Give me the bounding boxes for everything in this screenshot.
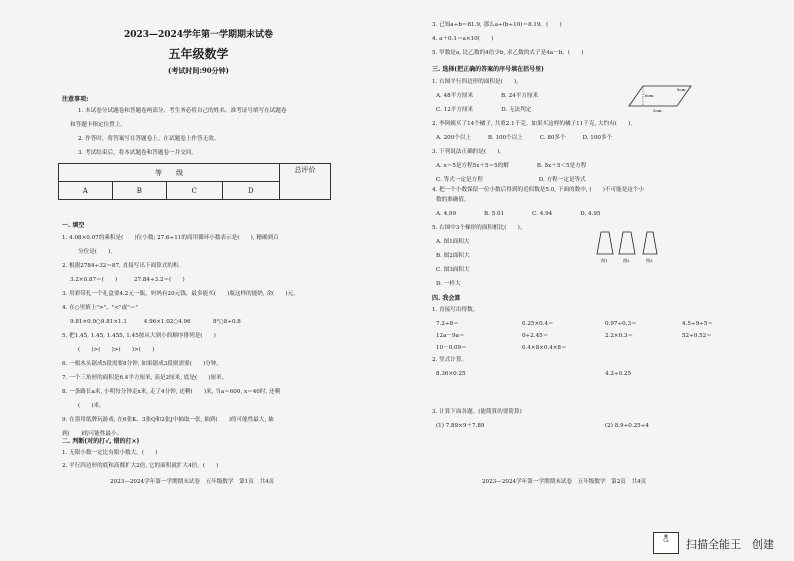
calc-item: 52÷0.52＝ bbox=[682, 333, 712, 339]
scanner-watermark bbox=[653, 532, 794, 554]
grade-header: 等 级 bbox=[59, 164, 280, 182]
choice-question-line: 2. 李阿姨买了14个橘子, 共重2.1千克。如果买这样的橘子11千克, 大约有( )。 bbox=[432, 121, 636, 127]
fill-question-line: 7. 一个三角形的面积是6.4平方厘米, 高是2厘米, 底是( )厘米。 bbox=[62, 375, 228, 381]
scanner-watermark-text: 扫描全能王 创建 bbox=[686, 538, 774, 551]
fill-question-line: 到( )的可能性最小。 bbox=[62, 431, 123, 437]
parallelogram-label: 6cm bbox=[645, 93, 654, 98]
calc-item: 7.2÷8＝ bbox=[436, 321, 459, 327]
fill-question-line: ( )>( )>( )>( ) bbox=[78, 347, 155, 353]
fill-question-line: 2. 根据2784÷32＝87, 直接写出下面算式的积。 bbox=[62, 263, 185, 269]
parallelogram-label: 8cm bbox=[677, 87, 686, 92]
judge-question: 4. a＋0.1＝a×10( ) bbox=[432, 36, 494, 42]
fill-question-line: 3. 用彩带扎一个礼盒要4.2元一瓶，妈妈有20元钱，最多能买( )瓶这样的能奶, 余( )元。 bbox=[62, 291, 299, 297]
fill-question-line: 9.81×0.9○9.81×1.1 4.96×1.02○4.96 8²○8÷0.8 bbox=[70, 319, 241, 325]
fill-question-line: 3.2×0.87＝( ) 27.84÷3.2＝( ) bbox=[70, 277, 185, 283]
choice-question-line: 3. 下列说法正确的是( )。 bbox=[432, 149, 506, 155]
page-footer: 2023—2024学年第一学期期末试卷 五年级数学 第1页 共4页 bbox=[110, 479, 275, 485]
judge-question: 1. 无限小数一定比有限小数大。( ) bbox=[62, 450, 158, 456]
trapezoid-label: 图3 bbox=[646, 258, 653, 263]
fill-question-line: 9. 在墨用纸牌玩游戏, 在6张K、3张Q和2张J中抽取一张, 抽到( )的可能性最大, 抽 bbox=[62, 417, 274, 423]
trapezoid-shape bbox=[619, 232, 635, 254]
trapezoid-shape bbox=[643, 232, 657, 254]
fill-question-line: 5. 把1.45̇, 1.45, 1.45̇5, 1.4̇5按从大到小的顺序排列是( ) bbox=[62, 333, 216, 339]
calc-item: 10－0.09＝ bbox=[436, 345, 467, 351]
trapezoid-label: 图2 bbox=[623, 258, 630, 263]
section-calc-heading: 四. 我会算 bbox=[432, 295, 461, 302]
choice-question-line: A. 200个以上 B. 100个以上 C. 80多个 D. 100多个 bbox=[436, 135, 613, 141]
fill-question-line: 8. 一条路长a米, 小明每分钟走x米, 走了4分钟, 还剩( )米, 当a＝600, x＝40时, 还剩 bbox=[62, 389, 281, 395]
choice-question-line: B. 图2面积大 bbox=[436, 253, 470, 259]
choice-question-line: 4. 把一个小数保留一位小数后得到的近似数是5.0, 下面的数中, ( )不可能是这个小 bbox=[432, 187, 645, 193]
simplify-heading: 3. 计算下面各题。(能简算的要简算) bbox=[432, 409, 522, 415]
notice-line: 和答题卡指定位置上。 bbox=[70, 122, 126, 128]
exam-time: (考试时间:90分钟) bbox=[168, 66, 229, 75]
scanner-logo-icon: ▦ CS bbox=[653, 532, 679, 554]
choice-question-line: A. 4.99 B. 5.01 C. 4.94 D. 4.95 bbox=[436, 211, 601, 217]
notice-heading: 注意事项: bbox=[62, 96, 89, 103]
vertical-calc-item: 8.36×0.25 bbox=[436, 371, 466, 377]
fill-question-line: 1. 4.08×0.07的乘积是( )位小数; 27.6÷11的商用循环小数表示是( ), 精确到百 bbox=[62, 235, 279, 241]
calc-subheading: 1. 直接写出得数。 bbox=[432, 307, 479, 313]
judge-question: 3. 已知a÷b＝81.9, 那么a÷(b÷10)＝8.19。( ) bbox=[432, 22, 562, 28]
choice-question-line: A. 48平方厘米 B. 24平方厘米 bbox=[436, 93, 539, 99]
calc-item: 0.25×0.4＝ bbox=[522, 321, 554, 327]
notice-line: 3. 考试结束后，将本试题卷和答题卷一并交回。 bbox=[78, 150, 197, 156]
fill-question-line: ( )米。 bbox=[78, 403, 105, 409]
choice-question-line: 5. 右图中3个梯形的面积相比( )。 bbox=[432, 225, 526, 231]
parallelogram-label: 5cm bbox=[653, 108, 662, 113]
choice-question-line: C. 等式一定是方程 D. 方程一定是等式 bbox=[436, 177, 586, 183]
choice-question-line: 1. 右图平行四边形的面积是( )。 bbox=[432, 79, 522, 85]
notice-line: 1. 本试卷分试题卷和答题卷两部分，考生务必将自己的姓名、准考证号填写在试题卷 bbox=[78, 108, 287, 114]
calc-item: 0.4×8×0.4×8＝ bbox=[522, 345, 567, 351]
trapezoid-figure bbox=[595, 228, 670, 266]
page-footer: 2023—2024学年第一学期期末试卷 五年级数学 第2页 共4页 bbox=[482, 479, 647, 485]
exam-page-2 bbox=[400, 0, 794, 561]
calc-item: 2.2×0.3＝ bbox=[605, 333, 634, 339]
grade-cell: A bbox=[59, 182, 113, 200]
grade-table bbox=[58, 163, 331, 200]
trapezoid-label: 图1 bbox=[601, 258, 608, 263]
calc-item: 12a－9a＝ bbox=[436, 333, 465, 339]
parallelogram-figure bbox=[625, 82, 695, 114]
grade-cell: C bbox=[166, 182, 222, 200]
simplify-item: (1) 7.89×9＋7.89 bbox=[436, 423, 485, 429]
simplify-item: (2) 8.9÷0.25÷4 bbox=[605, 423, 649, 429]
section-fill-heading: 一. 填空 bbox=[62, 222, 85, 229]
choice-question-line: A. x＝5是方程5x＋5＝5的解 B. 5x＋5＜5是方程 bbox=[436, 163, 587, 169]
trapezoid-shape bbox=[597, 232, 613, 254]
judge-question: 2. 平行四边形的底和高都扩大2倍, 它的面积就扩大4倍。( ) bbox=[62, 463, 219, 469]
calc-item: 4.5÷9÷5＝ bbox=[682, 321, 713, 327]
calc-item: 0.97÷0.3＝ bbox=[605, 321, 637, 327]
choice-question-line: A. 图1面积大 bbox=[436, 239, 470, 245]
choice-question-line: D. 一样大 bbox=[436, 281, 461, 287]
exam-subject: 五年级数学 bbox=[168, 47, 229, 61]
vertical-calc-heading: 2. 竖式计算。 bbox=[432, 357, 468, 363]
choice-question-line: C. 12平方厘米 D. 无法判定 bbox=[436, 107, 532, 113]
grade-cell: B bbox=[112, 182, 166, 200]
overall-eval-header: 总评价 bbox=[280, 164, 331, 200]
choice-question-line: 数的准确值。 bbox=[436, 197, 470, 203]
section-judge-heading: 二. 判断(对的打√, 错的打×) bbox=[62, 438, 140, 445]
notice-line: 2. 作答时，将答案写在答题卷上。在试题卷上作答无效。 bbox=[78, 136, 220, 142]
fill-question-line: 分位是( )。 bbox=[78, 249, 116, 255]
fill-question-line: 4. 在○里填上">"、"<"或"＝" bbox=[62, 305, 138, 311]
fill-question-line: 6. 一根木头锯成5段需要8分钟, 如果锯成3段则需要( )分钟。 bbox=[62, 361, 222, 367]
vertical-calc-item: 4.2÷0.25 bbox=[605, 371, 632, 377]
calc-item: 0÷2.45＝ bbox=[522, 333, 549, 339]
section-choice-heading: 三. 选择(把正确的答案的序号填在括号里) bbox=[432, 66, 544, 73]
choice-question-line: C. 图3面积大 bbox=[436, 267, 470, 273]
exam-title: 2023—2024学年第一学期期末试卷 bbox=[123, 30, 274, 40]
grade-cell: D bbox=[222, 182, 279, 200]
judge-question: 5. 甲数是a, 比乙数的4倍少b, 求乙数的式子是4a－b。( ) bbox=[432, 50, 584, 56]
